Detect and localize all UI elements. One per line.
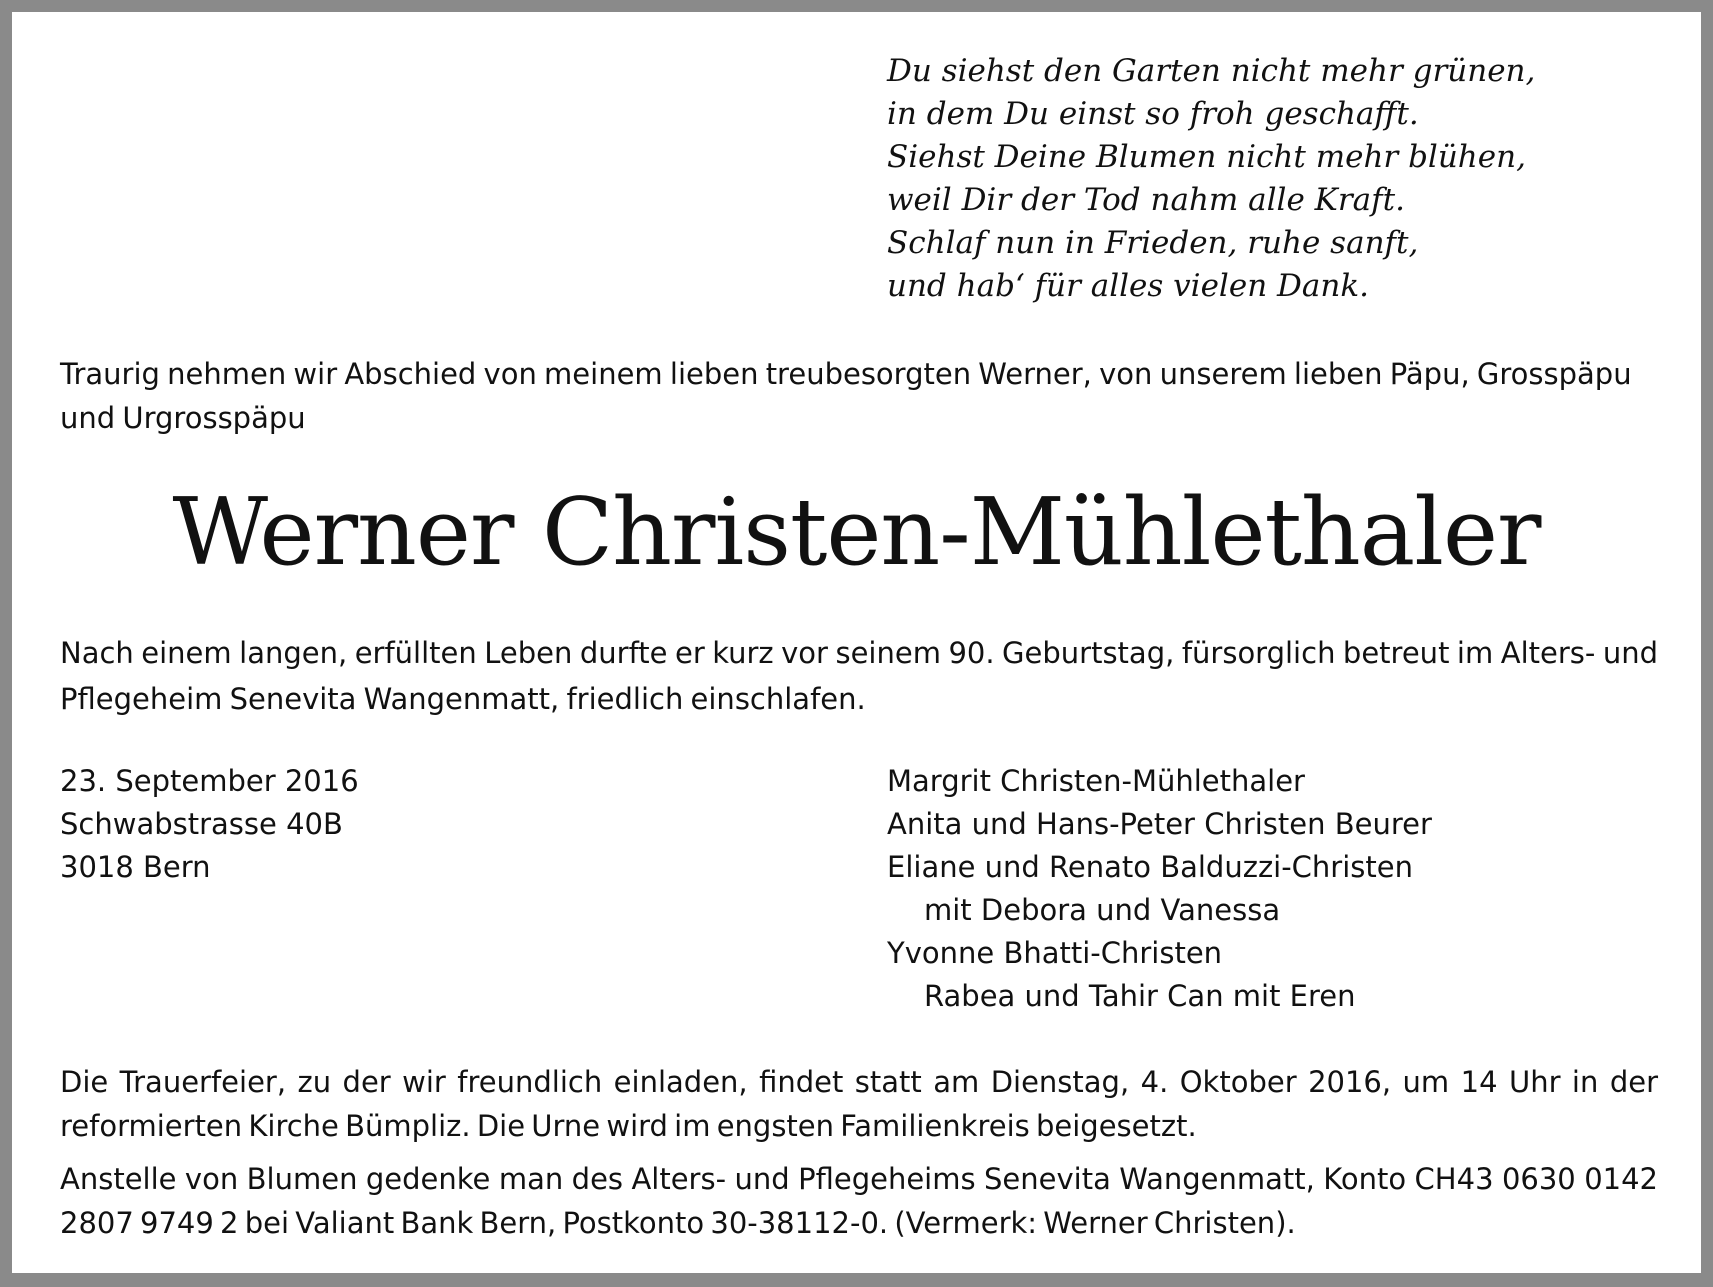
family-member: Anita und Hans-Peter Christen Beurer xyxy=(887,807,1432,841)
poem-line: und hab‘ für alles vielen Dank. xyxy=(887,268,1369,304)
poem-line: weil Dir der Tod nahm alle Kraft. xyxy=(887,182,1405,218)
obituary-notice xyxy=(12,12,1701,1273)
family-member: Margrit Christen-Mühlethaler xyxy=(887,764,1305,798)
address-city: 3018 Bern xyxy=(60,850,211,884)
address-block xyxy=(60,760,359,889)
family-member: Eliane und Renato Balduzzi-Christen xyxy=(887,850,1413,884)
family-member: Yvonne Bhatti-Christen xyxy=(887,936,1223,970)
poem-line: Siehst Deine Blumen nicht mehr blühen, xyxy=(887,139,1526,175)
message-text: Nach einem langen, erfüllten Leben durfte er kurz vor seinem 90. Geburtstag, fürsorglich betreut im Alters- und Pflegeheim Senevita Wangenmatt, friedlich einschlafen. xyxy=(60,636,1658,716)
notice-date: 23. September 2016 xyxy=(60,764,359,798)
ceremony-text: Die Trauerfeier, zu der wir freundlich einladen, findet statt am Dienstag, 4. Oktober 2016, um 14 Uhr in der reformierten Kirche Bümpliz. Die Urne wird im engsten Familienkreis beigesetzt. xyxy=(60,1065,1658,1143)
poem xyxy=(887,50,1535,308)
family-member: mit Debora und Vanessa xyxy=(924,893,1281,927)
intro-text: Traurig nehmen wir Abschied von meinem lieben treubesorgten Werner, von unserem lieben Päpu, Grosspäpu und Urgrosspäpu xyxy=(60,357,1632,435)
deceased-name: Werner Christen-Mühlethaler xyxy=(172,478,1541,586)
poem-line: Schlaf nun in Frieden, ruhe sanft, xyxy=(887,225,1419,261)
donation-text: Anstelle von Blumen gedenke man des Alters- und Pflegeheims Senevita Wangenmatt, Konto CH43 0630 0142 2807 9749 2 bei Valiant Bank Bern, Postkonto 30-38112-0. (Vermerk: Werner Christen). xyxy=(60,1162,1658,1240)
family-member: Rabea und Tahir Can mit Eren xyxy=(924,979,1356,1013)
address-street: Schwabstrasse 40B xyxy=(60,807,343,841)
family-list xyxy=(887,760,1432,1018)
poem-line: in dem Du einst so froh geschafft. xyxy=(887,96,1419,132)
poem-line: Du siehst den Garten nicht mehr grünen, xyxy=(887,53,1536,89)
